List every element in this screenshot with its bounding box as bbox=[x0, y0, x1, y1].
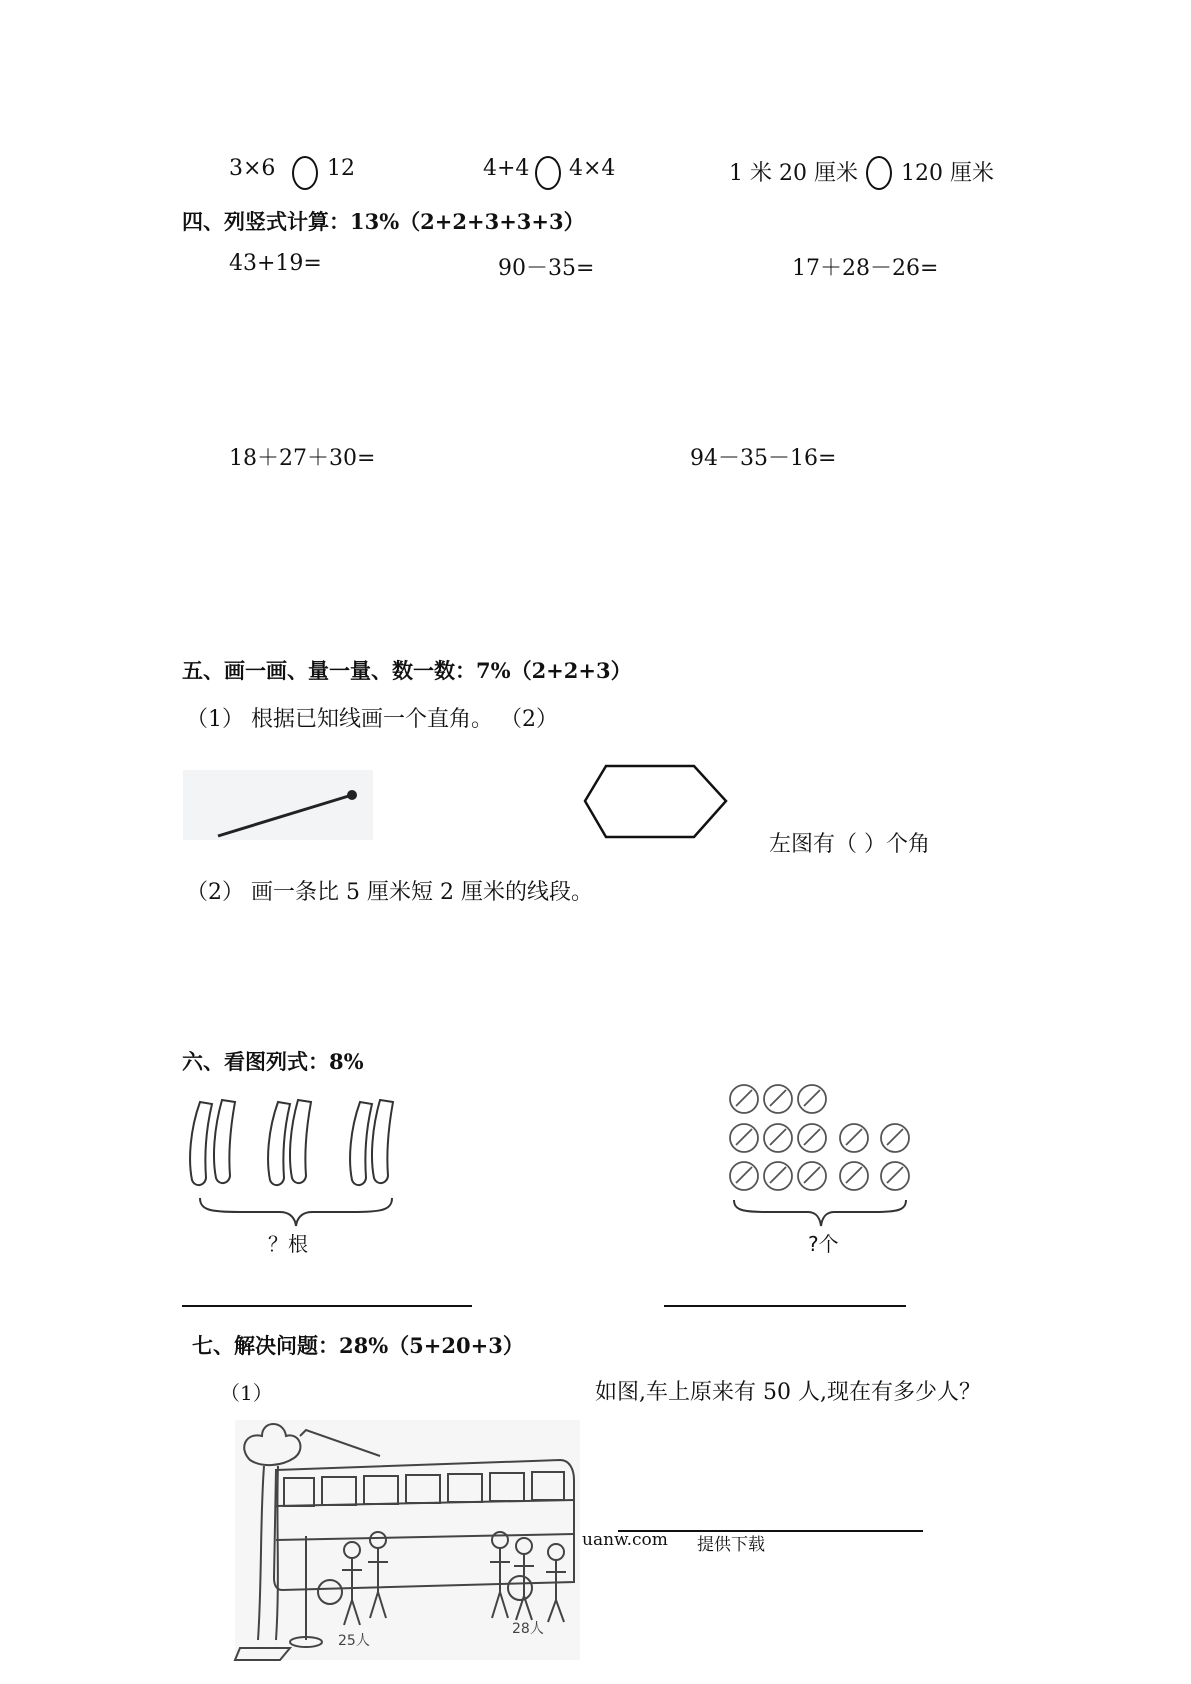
person-head bbox=[344, 1542, 360, 1558]
vertical-problem-2: 90－35= bbox=[498, 256, 595, 281]
vertical-problem-1: 43+19= bbox=[229, 251, 322, 276]
footer-note: 提供下载 bbox=[697, 1535, 765, 1555]
section4-heading: 四、列竖式计算：13%（2+2+3+3+3） bbox=[182, 209, 585, 234]
section5-question-2: （2） 画一条比 5 厘米短 2 厘米的线段。 bbox=[186, 880, 593, 905]
section5-heading: 五、画一画、量一量、数一数：7%（2+2+3） bbox=[182, 658, 632, 683]
tree-canopy bbox=[244, 1424, 300, 1465]
footer-site: uanw.com bbox=[582, 1530, 668, 1550]
bus-window bbox=[532, 1472, 564, 1500]
section5-question-1: （1） 根据已知线画一个直角。 （2） bbox=[186, 707, 558, 732]
compare-left-1: 3×6 bbox=[229, 156, 276, 181]
bus-window bbox=[490, 1473, 524, 1501]
bus-window bbox=[284, 1478, 314, 1506]
compare-right-2: 4×4 bbox=[569, 156, 616, 181]
stop-sign-arm bbox=[300, 1430, 380, 1456]
tree-base bbox=[235, 1648, 290, 1660]
person-head bbox=[370, 1532, 386, 1548]
compare-right-1: 12 bbox=[327, 156, 355, 181]
person-head bbox=[492, 1532, 508, 1548]
bus-window bbox=[406, 1475, 440, 1503]
peaches-label: ?个 bbox=[808, 1232, 839, 1256]
bus-window bbox=[364, 1476, 398, 1504]
bus-wheel bbox=[508, 1576, 532, 1600]
vertical-problem-3: 17＋28－26= bbox=[792, 256, 939, 281]
bus-wheel bbox=[318, 1580, 342, 1604]
section7-question-number: （1） bbox=[220, 1381, 273, 1405]
beans-label: ？根 bbox=[268, 1232, 308, 1256]
bus-window bbox=[322, 1477, 356, 1505]
bus-window bbox=[448, 1474, 482, 1502]
person-body bbox=[368, 1548, 388, 1618]
hexagon-question: 左图有（ ）个角 bbox=[769, 832, 930, 857]
person-head bbox=[548, 1544, 564, 1560]
section7-heading: 七、解决问题：28%（5+20+3） bbox=[192, 1333, 524, 1358]
bus-body bbox=[274, 1460, 574, 1590]
bus-label-left: 25人 bbox=[338, 1633, 370, 1649]
person-body bbox=[546, 1560, 566, 1622]
bus-label-right: 28人 bbox=[512, 1621, 544, 1637]
vertical-problem-5: 94－35－16= bbox=[690, 446, 837, 471]
compare-right-3: 120 厘米 bbox=[901, 161, 994, 186]
compare-left-2: 4+4 bbox=[483, 156, 530, 181]
compare-left-3: 1 米 20 厘米 bbox=[729, 161, 858, 186]
section7-question-text: 如图,车上原来有 50 人,现在有多少人？ bbox=[595, 1380, 981, 1405]
person-head bbox=[516, 1538, 532, 1554]
section6-heading: 六、看图列式：8% bbox=[182, 1049, 364, 1074]
vertical-problem-4: 18＋27＋30= bbox=[229, 446, 376, 471]
person-body bbox=[342, 1558, 362, 1625]
